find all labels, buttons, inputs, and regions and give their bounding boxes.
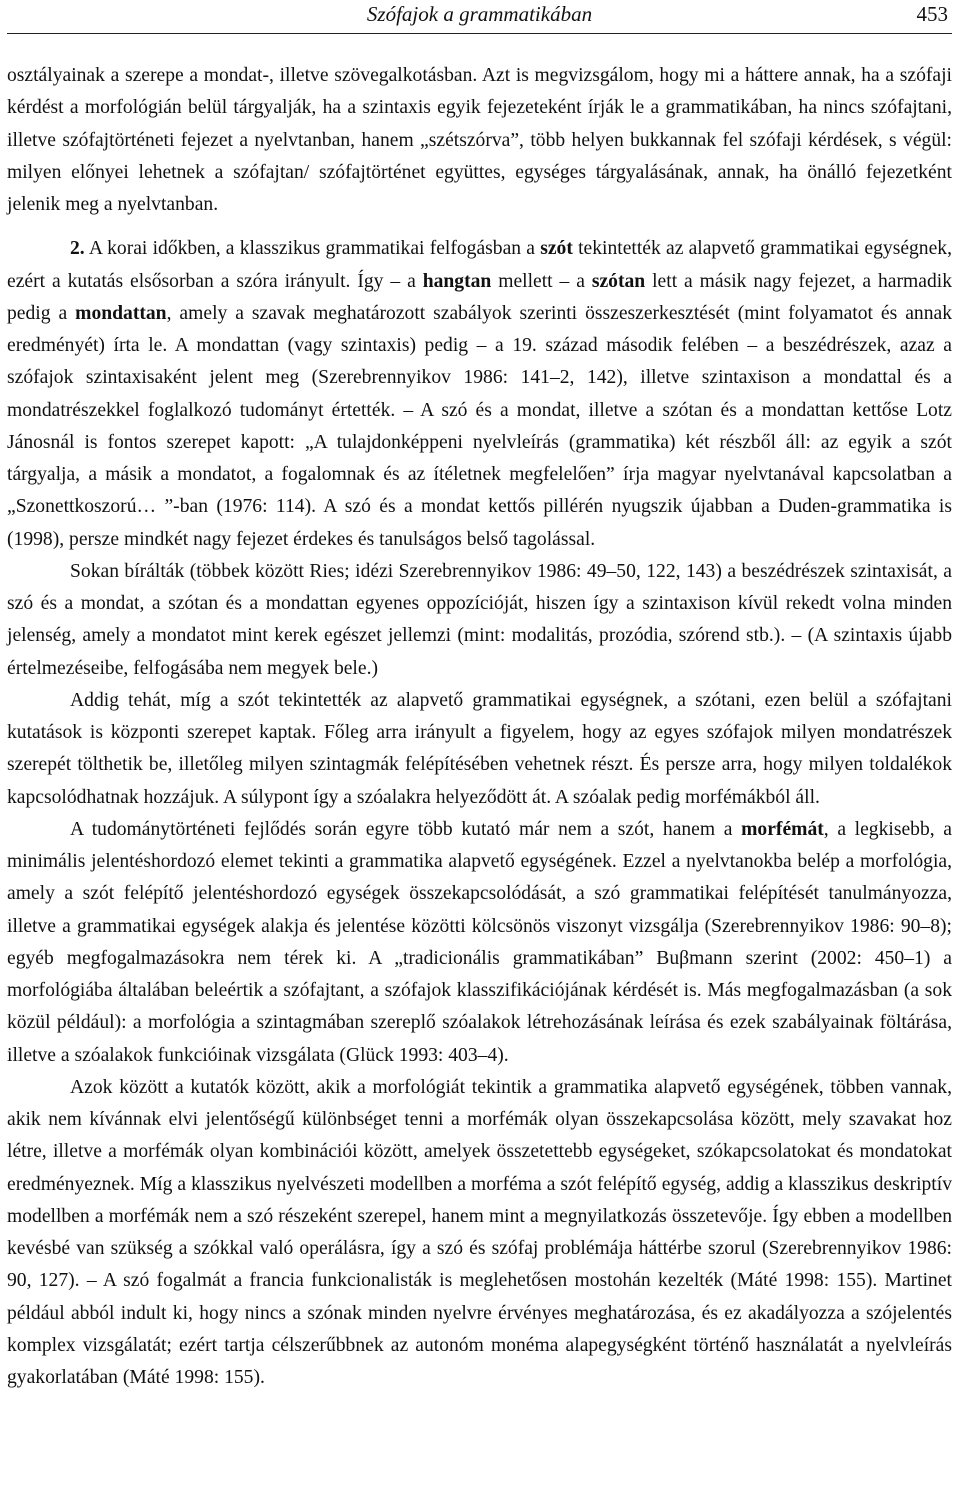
term-szotan: szótan [591,270,646,292]
page-number: 453 [916,2,948,26]
running-header [7,0,952,34]
paragraph-4: Addig tehát, míg a szót tekintették az alapvető grammatikai egységnek, a szótani, ezen belül a szófajtani kutatások is központi szerepet kaptak. Főleg arra irányult a figyelem, hogy az egyes szófajok milyen mondatrészek szerepét tölthetik be, illetőleg milyen szintagmák felépítésében vehetnek részt. És persze arra, hogy milyen toldalékok kapcsolódhatnak hozzájuk. A súlypont így a szóalakra helyeződött át. A szóalak pedig morfémákból áll. [7,689,952,808]
body-text [7,60,952,1394]
paragraph-2: 2. A korai időkben, a klasszikus grammatikai felfogásban a szót tekintették az alapvető grammatikai egységnek, ezért a kutatás elsősorban a szóra irányult. Így – a hangtan mellett – a szótan lett a másik nagy fejezet, a harmadik pedig a mondattan, amely a szavak meghatározott szabályok szerinti összeszerkesztését (mint folyamatot és annak eredményét) írta le. A mondattan (vagy szintaxis) pedig – a 19. század második felében – a beszédrészek, azaz a szófajok szintaxisaként jelent meg (Szerebrennyikov 1986: 141–2, 142), illetve szintaxison a mondattal és a mondatrészekkel foglalkozó tudományt értették. – A szó és a mondat, illetve a szótan és a mondattan kettőse Lotz Jánosnál is fontos szerepet kapott: „A tulajdonképpeni nyelvleírás (grammatika) két részből áll: az egyik a szót tárgyalja, a másik a mondatot, a fogalomnak és az ítéletnek megfelelően” írja magyar nyelvtanával kapcsolatban a „Szonettkoszorú… ”-ban (1976: 114). A szó és a mondat kettős pillérén nyugszik újabban a Duden-grammatika is (1998), persze mindkét nagy fejezet érdekes és tanulságos belső tagolással. [7,238,952,550]
paragraph-1: osztályainak a szerepe a mondat-, illetve szövegalkotásban. Azt is megvizsgálom, hogy mi a háttere annak, ha a szófaji kérdést a morfológián belül tárgyalják, ha a szintaxis egyik fejezeteként írják le a grammatikában, ha nincs szófajtani, illetve szófajtörténeti fejezet a nyelvtanban, hanem „szétszórva”, több helyen bukkannak fel szófaji kérdések, s végül: milyen előnyei lehetnek a szófajtan/ szófajtörténet együttes, egységes tárgyalásának, annak, ha önálló fejezetként jelenik meg a nyelvtanban. [7,65,952,215]
term-szot: szót [540,238,573,260]
paragraph-5: A tudománytörténeti fejlődés során egyre több kutató már nem a szót, hanem a morfémát, a legkisebb, a minimális jelentéshordozó elemet tekinti a grammatika alapvető egységének. Ezzel a nyelvtanokba belép a morfológia, amely a szót felépítő jelentéshordozó egységek összekapcsolódását, a szó grammatikai felépítését tanulmányozza, illetve a grammatikai egységek alakja és jelentése közötti kölcsönös viszonyt vizsgálja (Szerebrennyikov 1986: 90–8); egyéb megfogalmazásokra nem térek ki. A „tradicionális grammatikában” Buβmann szerint (2002: 450–1) a morfológiába általában beleértik a szófajtant, a szófajok klasszifikációjának kérdését is. Más megfogalmazásban (a sok közül például): a morfológia a szintagmában szereplő szóalakok létrehozásának leírása és ezek szabályainak föltárása, illetve a szóalakok funkcióinak vizsgálata (Glück 1993: 403–4). [7,818,952,1066]
paragraph-3: Sokan bírálták (többek között Ries; idézi Szerebrennyikov 1986: 49–50, 122, 143) a beszédrészek szintaxisát, a szó és a mondat, a szótan és a mondattan egyenes oppozícióját, hiszen így a szintaxison kívül rekedt volna minden jelenség, amely a mondatot mint kerek egészet jellemzi (mint: modalitás, prozódia, szórend stb.). – (A szintaxis újabb értelmezéseibe, felfogásába nem megyek bele.) [7,560,952,679]
term-morfemat: morfémát [741,818,824,840]
term-mondattan: mondattan [75,302,167,324]
section-number: 2. [70,238,85,260]
term-hangtan: hangtan [422,270,492,292]
running-title: Szófajok a grammatikában [366,2,593,26]
paragraph-6: Azok között a kutatók között, akik a morfológiát tekintik a grammatika alapvető egységének, többen vannak, akik nem kívánnak elvi jelentőségű különbséget tenni a morfémák olyan összekapcsolása között, mely szavakat hoz létre, illetve a morfémák olyan kombinációi között, amelyek összetettebb egységeket, szókapcsolatokat és mondatokat eredményeznek. Míg a klasszikus nyelvészeti modellben a morféma a szót felépítő egység, addig a klasszikus deskriptív modellben a morfémák nem a szó részeként szerepel, hanem mint a megnyilatkozás összetevője. Így ebben a modellben kevésbé van szükség a szókkal való operálásra, így a szó és szófaj problémája háttérbe szorul (Szerebrennyikov 1986: 90, 127). – A szó fogalmát a francia funkcionalisták is meglehetősen mostohán kezelték (Máté 1998: 155). Martinet például abból indult ki, hogy nincs a szónak minden nyelvre érvényes meghatározása, és ez akadályozza a szójelentés komplex vizsgálatát; ezért tartja célszerűbbnek az autonóm monéma alapegységként történő használatát a nyelvleírás gyakorlatában (Máté 1998: 155). [7,1076,952,1388]
